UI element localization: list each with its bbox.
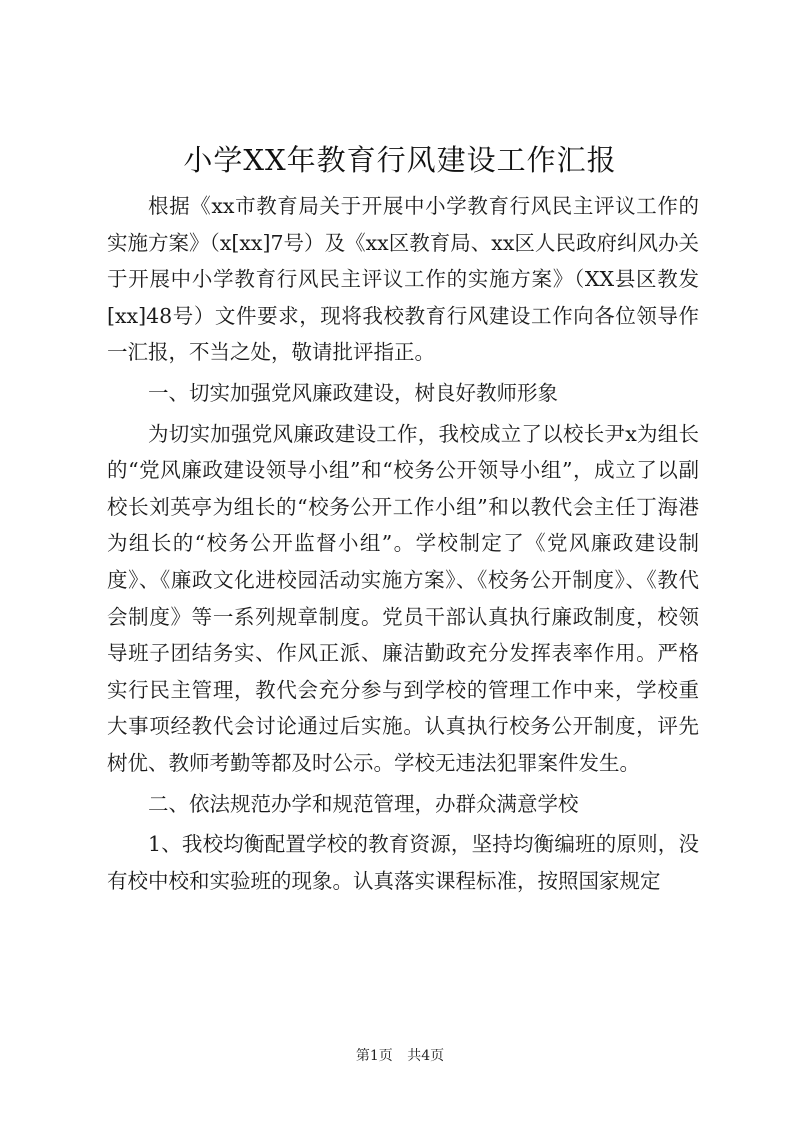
page-number: 第1页 xyxy=(355,1048,393,1064)
page-total: 共4页 xyxy=(407,1048,445,1064)
section-heading-2: 二、依法规范办学和规范管理，办群众满意学校 xyxy=(148,791,579,816)
document-title: 小学XX年教育行风建设工作汇报 xyxy=(183,143,617,177)
paragraph-section-1: 为切实加强党风廉政建设工作，我校成立了以校长尹x为组长的“党风廉政建设领导小组”和“校务公开领导小组”，成立了以副校长刘英亭为组长的“校务公开工作小组”和以教代会主任丁海港为组长的“校务公开监督小组”。学校制定了《党风廉政建设制度》、《廉政文化进校园活动实施方案》、《校务公开制度》、《教代会制度》等一系列规章制度。党员干部认真执行廉政制度，校领导班子团结务实、作风正派、廉洁勤政充分发挥表率作用。严格实行民主管理，教代会充分参与到学校的管理工作中来，学校重大事项经教代会讨论通过后实施。认真执行校务公开制度，评先树优、教师考勤等都及时公示。学校无违法犯罪案件发生。 xyxy=(107,421,699,775)
section-heading-1: 一、切实加强党风廉政建设，树良好教师形象 xyxy=(148,380,558,405)
paragraph-section-2-item-1: 1、我校均衡配置学校的教育资源，坚持均衡编班的原则，没有校中校和实验班的现象。认真落实课程标准，按照国家规定 xyxy=(107,832,699,893)
paragraph-intro: 根据《xx市教育局关于开展中小学教育行风民主评议工作的实施方案》（x[xx]7号）及《xx区教育局、xx区人民政府纠风办关于开展中小学教育行风民主评议工作的实施方案》（XX县区教发[xx]48号）文件要求，现将我校教育行风建设工作向各位领导作一汇报，不当之处，敬请批评指正。 xyxy=(107,194,699,365)
page-footer xyxy=(0,1045,800,1065)
document-body xyxy=(107,188,699,899)
